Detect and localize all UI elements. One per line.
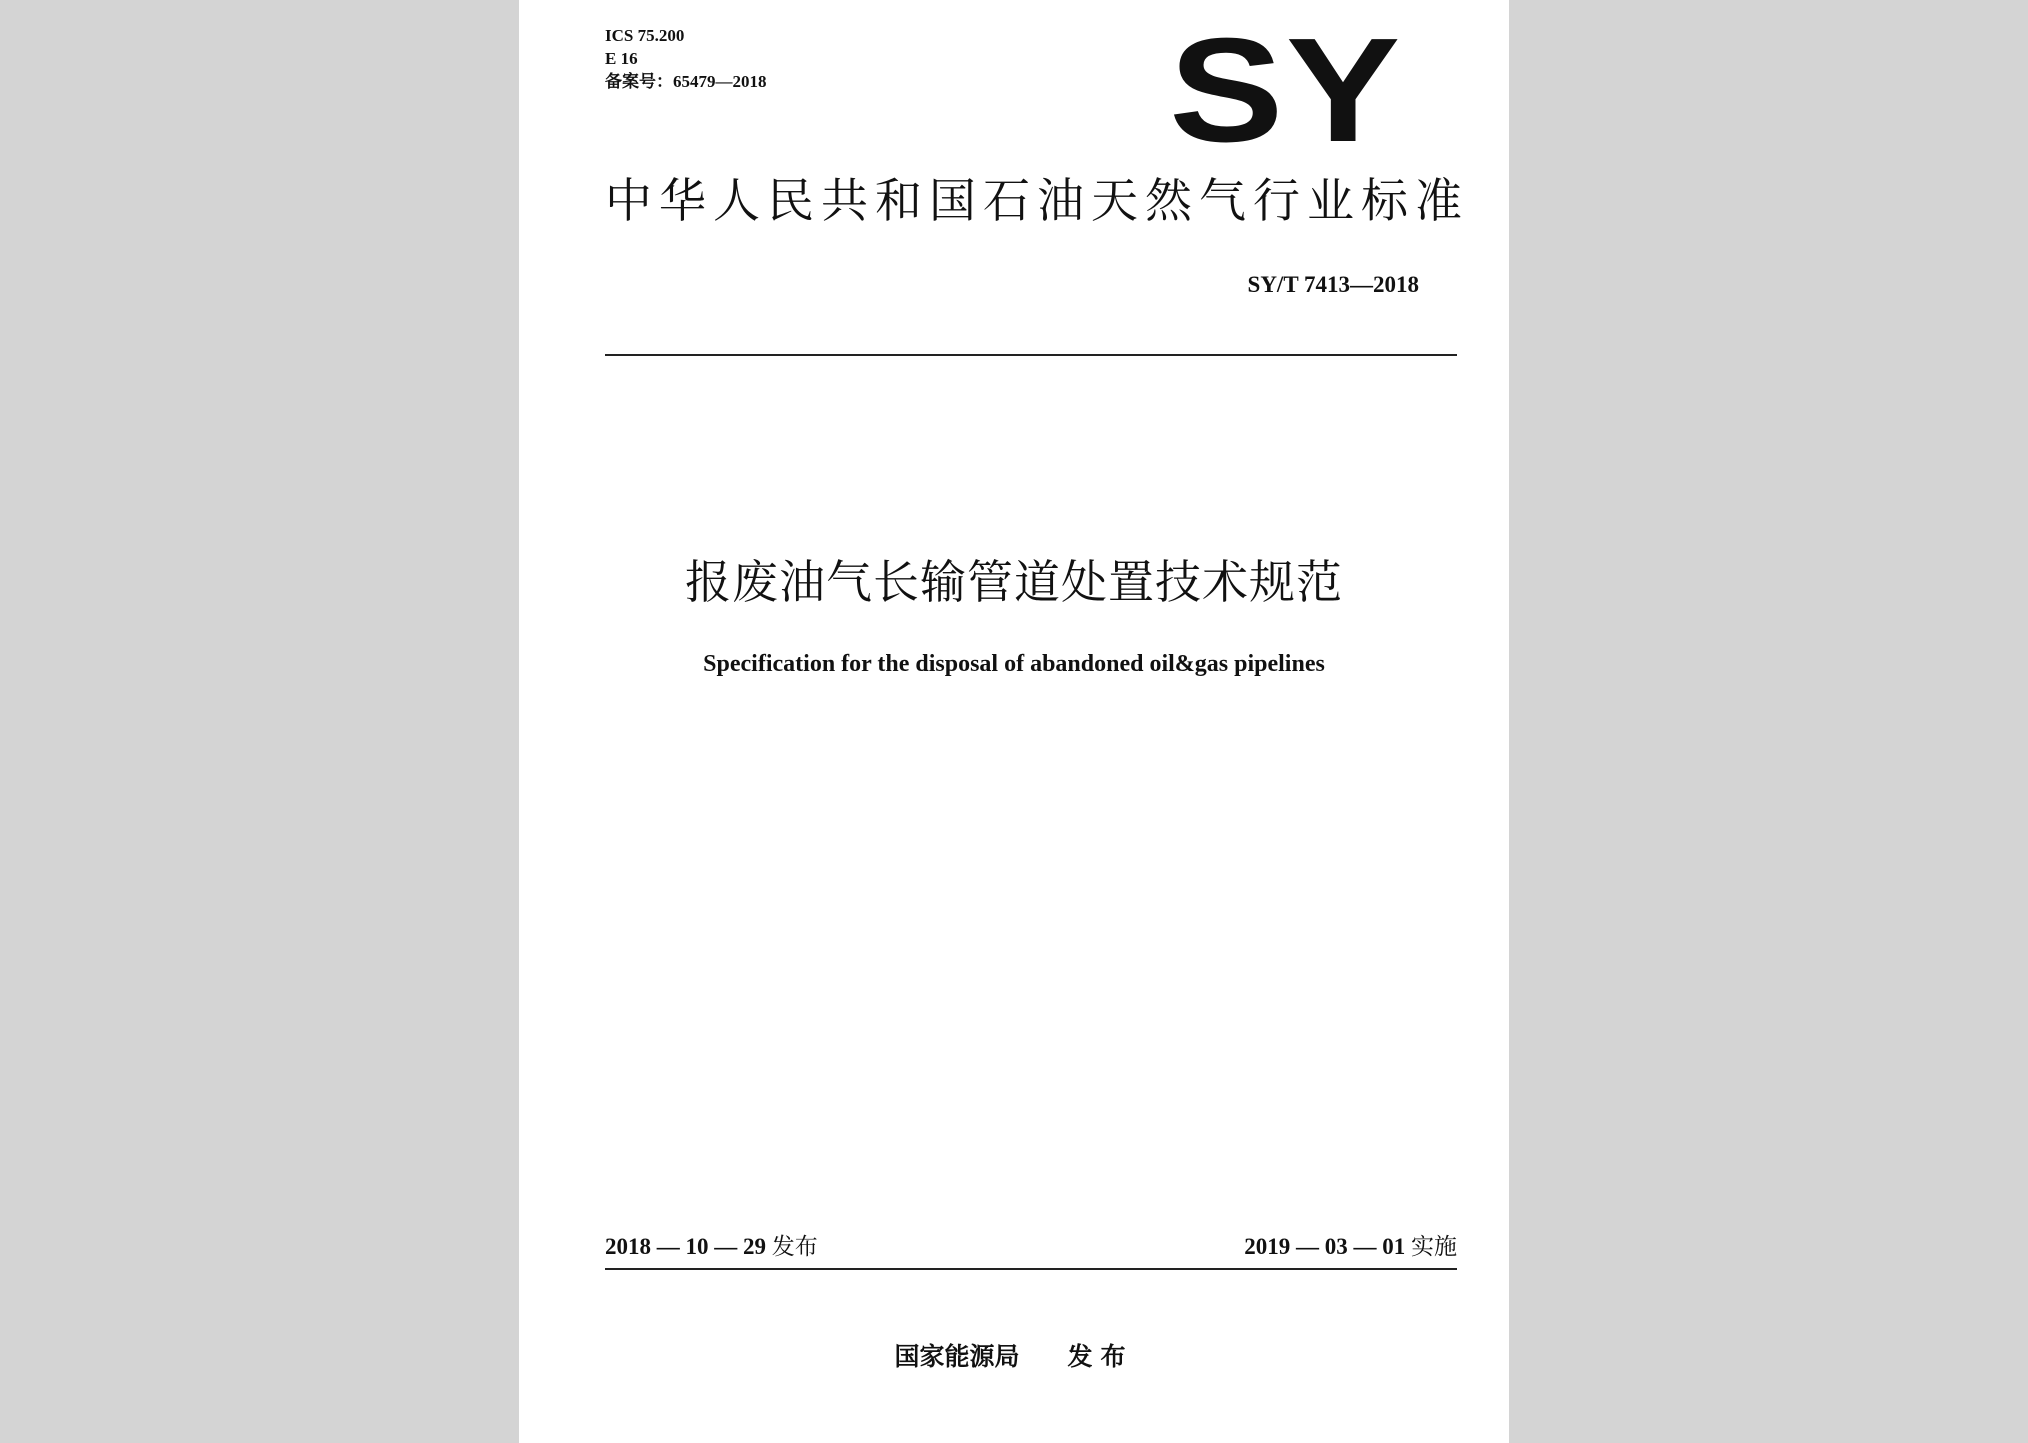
publisher-line [519, 1340, 1509, 1374]
sy-logo: SY [1169, 8, 1403, 173]
publish-label: 发布 [1067, 1342, 1134, 1371]
standard-number: SY/T 7413—2018 [1247, 272, 1419, 297]
ics-code: ICS 75.200 [605, 26, 685, 45]
industry-standard-title: 中华人民共和国石油天然气行业标准 [605, 174, 1469, 229]
implementation-date: 2019 — 03 — 01 [1244, 1234, 1406, 1259]
record-number: 备案号：65479—2018 [605, 72, 767, 91]
standard-cover-page [519, 0, 1509, 1443]
implementation-date-line [1244, 1232, 1457, 1262]
document-title-chinese: 报废油气长输管道处置技术规范 [685, 555, 1343, 609]
classification-block [605, 24, 767, 93]
issue-date-line [605, 1232, 818, 1262]
header-divider [605, 354, 1457, 356]
issue-label: 发布 [771, 1234, 818, 1260]
implementation-label: 实施 [1411, 1234, 1457, 1260]
class-code: E 16 [605, 49, 638, 68]
footer-divider [605, 1268, 1457, 1270]
issue-date: 2018 — 10 — 29 [605, 1234, 766, 1259]
publisher-name: 国家能源局 [894, 1342, 1020, 1371]
document-title-english: Specification for the disposal of abandoned oil&gas pipelines [703, 651, 1325, 677]
